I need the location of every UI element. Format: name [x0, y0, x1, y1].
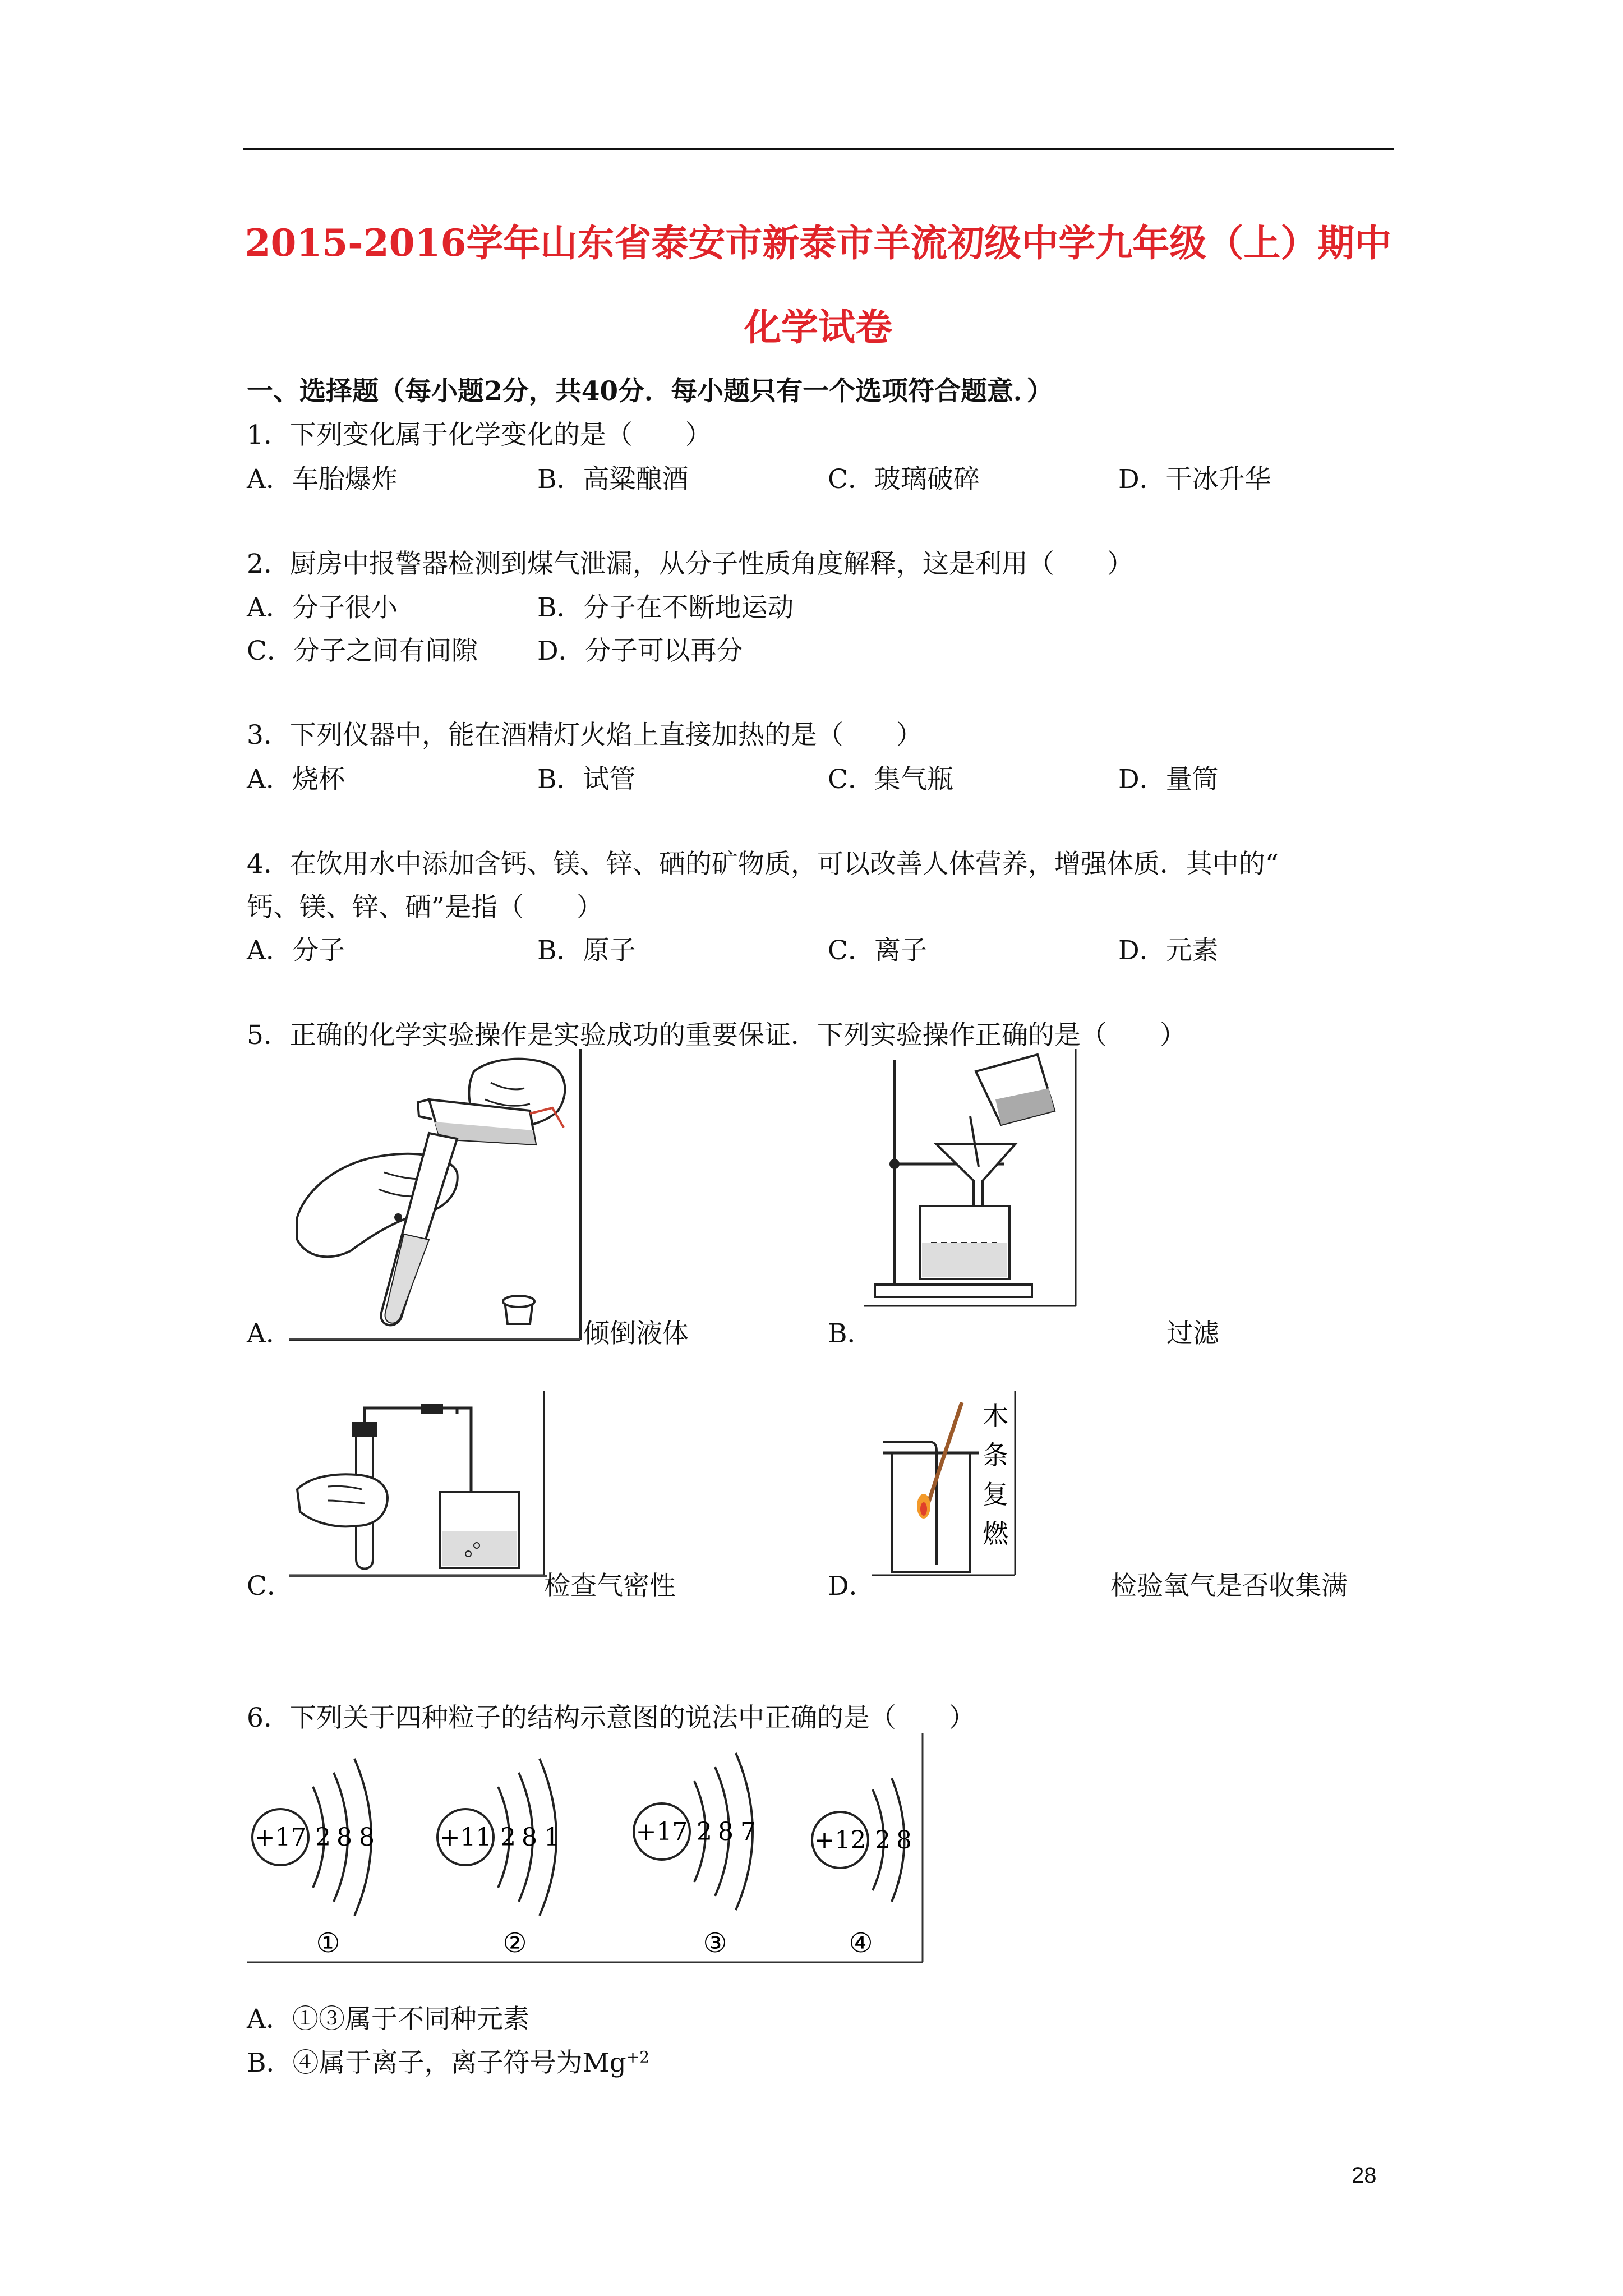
q5-option-b-letter: B．: [828, 1318, 874, 1349]
figure-c-baseline: [289, 1575, 547, 1577]
q3-stem: 3．下列仪器中，能在酒精灯火焰上直接加热的是（ ）: [247, 720, 923, 751]
shell-electrons-3-3: 7: [740, 1818, 756, 1846]
q6-option-b-superscript: +2: [626, 2047, 650, 2067]
structure-diagram-4: [812, 1778, 912, 1959]
q4-option-b: B．原子: [537, 935, 636, 966]
shell-electrons-1-1: 2: [315, 1823, 331, 1852]
section-heading: 一、选择题（每小题2分，共40分．每小题只有一个选项符合题意．）: [247, 376, 1053, 407]
page-number: 28: [1352, 2163, 1377, 2188]
q1-option-b: B．高粱酿酒: [537, 464, 689, 495]
q2-stem: 2．厨房中报警器检测到煤气泄漏，从分子性质角度解释，这是利用（ ）: [247, 549, 1133, 579]
structure-diagram-1: [252, 1759, 375, 1959]
diagram-label-3: ③: [703, 1927, 727, 1959]
exam-title-line1: 2015-2016学年山东省泰安市新泰市羊流初级中学九年级（上）期中: [245, 221, 1392, 265]
figure-d-char-4: 燃: [983, 1519, 1008, 1549]
shell-electrons-3-1: 2: [697, 1818, 712, 1846]
q6-stem: 6．下列关于四种粒子的结构示意图的说法中正确的是（ ）: [247, 1703, 975, 1733]
figure-d-char-3: 复: [983, 1479, 1008, 1510]
q6-option-a: A．①③属于不同种元素: [247, 2004, 529, 2035]
q4-stem-line1: 4．在饮用水中添加含钙、镁、锌、硒的矿物质，可以改善人体营养，增强体质．其中的“: [247, 849, 1279, 880]
q1-option-c: C．玻璃破碎: [828, 464, 980, 495]
exam-title-line2: 化学试卷: [744, 305, 892, 349]
shell-electrons-1-2: 8: [336, 1823, 352, 1852]
diagram-label-1: ①: [316, 1927, 340, 1959]
q2-option-d: D．分子可以再分: [537, 636, 743, 666]
structure-diagram-3: [634, 1753, 756, 1959]
figure-pouring-liquid: [289, 1049, 583, 1341]
q4-option-a: A．分子: [247, 935, 345, 966]
q2-option-a: A．分子很小: [247, 592, 398, 623]
q5-stem: 5．正确的化学实验操作是实验成功的重要保证．下列实验操作正确的是（ ）: [247, 1020, 1186, 1051]
diagram-label-4: ④: [849, 1927, 873, 1959]
figure-d-char-2: 条: [983, 1440, 1008, 1470]
nucleus-charge-1: +17: [254, 1823, 307, 1852]
q3-option-b: B．试管: [537, 764, 636, 795]
q2-option-c: C．分子之间有间隙: [247, 636, 478, 666]
shell-electrons-3-2: 8: [718, 1818, 734, 1846]
q5-option-d-letter: D．: [828, 1571, 875, 1602]
q6-option-b: [247, 2042, 649, 2079]
q1-option-a: A．车胎爆炸: [247, 464, 398, 495]
q5-option-b-caption: 过滤: [1166, 1318, 1219, 1349]
nucleus-charge-2: +11: [439, 1823, 492, 1852]
q6-option-b-text: B．④属于离子，离子符号为Mg: [247, 2047, 626, 2078]
q1-option-d: D．干冰升华: [1118, 464, 1271, 495]
header-rule: [243, 148, 1394, 150]
figure-filtration: [864, 1049, 1077, 1307]
q3-option-c: C．集气瓶: [828, 764, 953, 795]
figure-a-baseline: [289, 1338, 580, 1340]
q5-option-d-caption: 检验氧气是否收集满: [1110, 1571, 1348, 1602]
figure-d-label: [979, 1394, 1012, 1562]
q4-stem-line2: 钙、镁、锌、硒”是指（ ）: [247, 892, 603, 923]
shell-electrons-4-2: 8: [896, 1826, 912, 1855]
nucleus-charge-3: +17: [635, 1818, 688, 1846]
q5-option-c-letter: C．: [247, 1571, 293, 1602]
figure-d-char-1: 木: [983, 1401, 1008, 1431]
q3-option-a: A．烧杯: [247, 764, 345, 795]
shell-electrons-2-1: 2: [500, 1823, 516, 1852]
atomic-structure-diagrams: [247, 1733, 925, 1975]
q4-option-c: C．离子: [828, 935, 927, 966]
nucleus-charge-4: +12: [814, 1826, 866, 1855]
q3-option-d: D．量筒: [1118, 764, 1219, 795]
structure-diagram-2: [437, 1759, 560, 1959]
q2-option-b: B．分子在不断地运动: [537, 592, 794, 623]
q1-stem: 1．下列变化属于化学变化的是（ ）: [247, 420, 712, 450]
figure-airtightness: [289, 1391, 547, 1576]
shell-electrons-1-3: 8: [359, 1823, 375, 1852]
shell-electrons-2-2: 8: [522, 1823, 537, 1852]
q4-option-d: D．元素: [1118, 935, 1219, 966]
shell-electrons-2-3: 1: [544, 1823, 560, 1852]
diagram-label-2: ②: [502, 1927, 527, 1959]
q5-option-a-caption: 倾倒液体: [583, 1318, 689, 1349]
shell-electrons-4-1: 2: [875, 1826, 891, 1855]
q5-option-c-caption: 检查气密性: [544, 1571, 676, 1602]
q5-option-a-letter: A．: [247, 1318, 292, 1349]
